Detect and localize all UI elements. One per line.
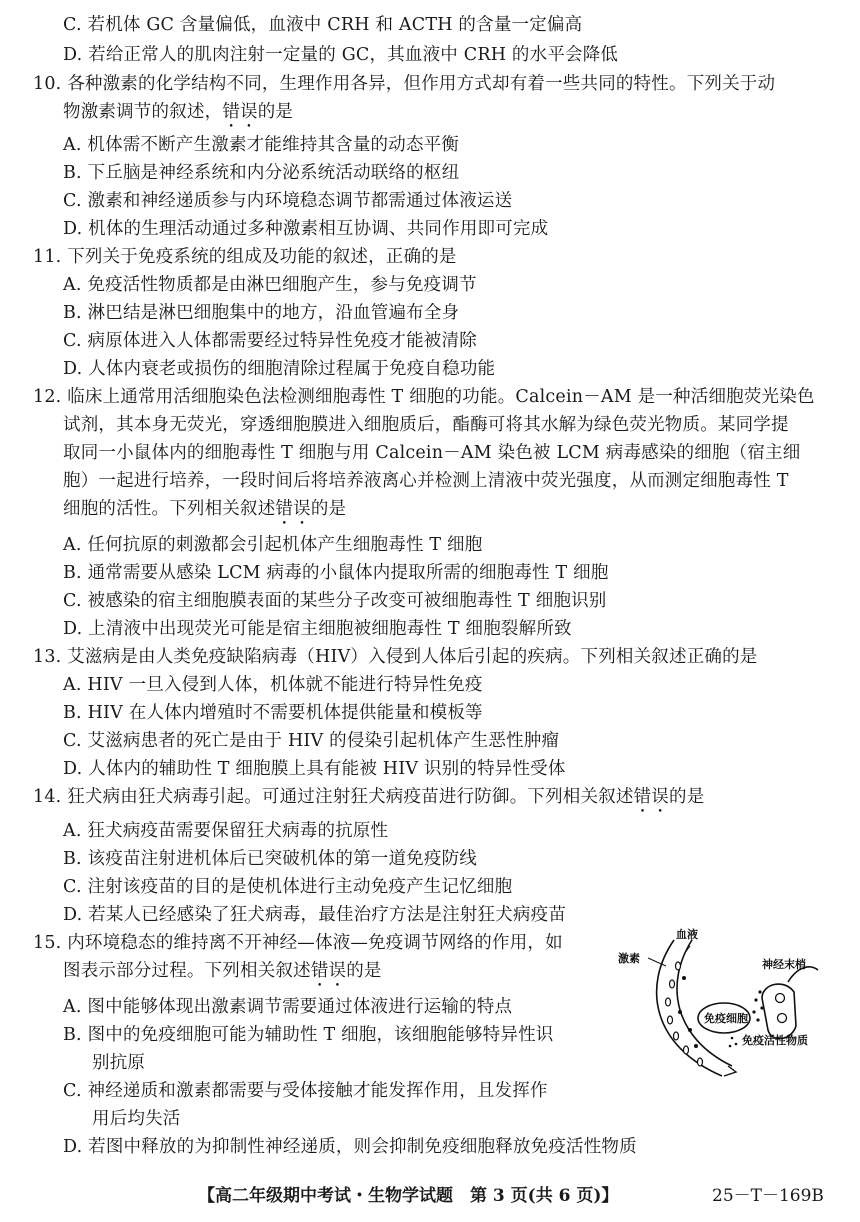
- emphasis-keyword: 错误: [310, 961, 347, 981]
- text-line: C. 艾滋病患者的死亡是由于 HIV 的侵染引起机体产生恶性肿瘤: [63, 731, 560, 751]
- figure-label-nerve-ending: 神经末梢: [762, 958, 806, 971]
- text-line: B. 通常需要从感染 LCM 病毒的小鼠体内提取所需的细胞毒性 T 细胞: [63, 563, 609, 583]
- figure-label-hormone: 激素: [618, 952, 640, 965]
- emphasis-keyword: 错误: [633, 787, 669, 807]
- immune-regulation-figure: [612, 926, 826, 1088]
- text-line: A. HIV 一旦入侵到人体，机体就不能进行特异性免疫: [63, 675, 483, 695]
- text-line: D. 上清液中出现荧光可能是宿主细胞被细胞毒性 T 细胞裂解所致: [63, 619, 572, 639]
- text-line: A. 机体需不断产生激素才能维持其含量的动态平衡: [63, 135, 460, 155]
- text-line: D. 若图中释放的为抑制性神经递质，则会抑制免疫细胞释放免疫活性物质: [63, 1137, 637, 1157]
- text-line: 取同一小鼠体内的细胞毒性 T 细胞与用 Calcein－AM 染色被 LCM 病毒感染的细胞（宿主细: [63, 443, 801, 463]
- text-line: B. HIV 在人体内增殖时不需要机体提供能量和模板等: [63, 703, 483, 723]
- text-line: 用后均失活: [92, 1109, 181, 1129]
- text-line: A. 狂犬病疫苗需要保留狂犬病毒的抗原性: [63, 821, 389, 841]
- text-line: 细胞的活性。下列相关叙述错误的是: [63, 499, 347, 519]
- text-line: A. 免疫活性物质都是由淋巴细胞产生，参与免疫调节: [63, 275, 477, 295]
- text-line: 胞）一起进行培养，一段时间后将培养液离心并检测上清液中荧光强度，从而测定细胞毒性 T: [63, 471, 789, 491]
- text-line: D. 若某人已经感染了狂犬病毒，最佳治疗方法是注射狂犬病疫苗: [63, 905, 567, 925]
- text-line: B. 图中的免疫细胞可能为辅助性 T 细胞，该细胞能够特异性识: [63, 1025, 554, 1045]
- text-line: C. 神经递质和激素都需要与受体接触才能发挥作用，且发挥作: [63, 1081, 548, 1101]
- exam-code: 25－T－169B: [712, 1186, 824, 1206]
- page-footer: 【高二年级期中考试・生物学试题 第 3 页(共 6 页)】: [198, 1186, 619, 1206]
- figure-label-blood: 血液: [676, 928, 698, 941]
- text-line: B. 下丘脑是神经系统和内分泌系统活动联络的枢纽: [63, 163, 460, 183]
- text-line: A. 图中能够体现出激素调节需要通过体液进行运输的特点: [63, 997, 513, 1017]
- text-line: C. 病原体进入人体都需要经过特异性免疫才能被清除: [63, 331, 477, 351]
- text-line: 12. 临床上通常用活细胞染色法检测细胞毒性 T 细胞的功能。Calcein－AM 是一种活细胞荧光染色: [33, 387, 815, 407]
- text-line: B. 淋巴结是淋巴细胞集中的地方，沿血管遍布全身: [63, 303, 460, 323]
- emphasis-keyword: 错误: [275, 499, 311, 519]
- text-line: 物激素调节的叙述，错误的是: [63, 102, 294, 122]
- figure-label-immune-active-substance: 免疫活性物质: [742, 1034, 808, 1047]
- figure-diagram: [612, 926, 826, 1088]
- text-line: C. 注射该疫苗的目的是使机体进行主动免疫产生记忆细胞: [63, 877, 513, 897]
- text-line: 图表示部分过程。下列相关叙述错误的是: [63, 961, 382, 981]
- emphasis-keyword: 错误: [222, 102, 258, 122]
- text-line: 11. 下列关于免疫系统的组成及功能的叙述，正确的是: [33, 247, 457, 267]
- text-line: B. 该疫苗注射进机体后已突破机体的第一道免疫防线: [63, 849, 477, 869]
- text-line: 试剂，其本身无荧光，穿透细胞膜进入细胞质后，酯酶可将其水解为绿色荧光物质。某同学提: [63, 415, 789, 435]
- text-line: 14. 狂犬病由狂犬病毒引起。可通过注射狂犬病疫苗进行防御。下列相关叙述错误的是: [33, 787, 705, 807]
- text-line: C. 被感染的宿主细胞膜表面的某些分子改变可被细胞毒性 T 细胞识别: [63, 591, 607, 611]
- text-line: C. 若机体 GC 含量偏低，血液中 CRH 和 ACTH 的含量一定偏高: [63, 15, 583, 35]
- text-line: D. 机体的生理活动通过多种激素相互协调、共同作用即可完成: [63, 219, 549, 239]
- text-line: 15. 内环境稳态的维持离不开神经—体液—免疫调节网络的作用，如: [33, 933, 563, 953]
- text-line: D. 人体内的辅助性 T 细胞膜上具有能被 HIV 识别的特异性受体: [63, 759, 566, 779]
- text-line: D. 人体内衰老或损伤的细胞清除过程属于免疫自稳功能: [63, 359, 496, 379]
- text-line: A. 任何抗原的刺激都会引起机体产生细胞毒性 T 细胞: [63, 535, 483, 555]
- figure-label-immune-cell: 免疫细胞: [704, 1012, 748, 1025]
- text-line: 别抗原: [92, 1053, 146, 1073]
- text-line: D. 若给正常人的肌肉注射一定量的 GC，其血液中 CRH 的水平会降低: [63, 45, 619, 65]
- text-line: C. 激素和神经递质参与内环境稳态调节都需通过体液运送: [63, 191, 513, 211]
- text-line: 10. 各种激素的化学结构不同，生理作用各异，但作用方式却有着一些共同的特性。下列关于动: [33, 74, 776, 94]
- text-line: 13. 艾滋病是由人类免疫缺陷病毒（HIV）入侵到人体后引起的疾病。下列相关叙述正确的是: [33, 647, 758, 667]
